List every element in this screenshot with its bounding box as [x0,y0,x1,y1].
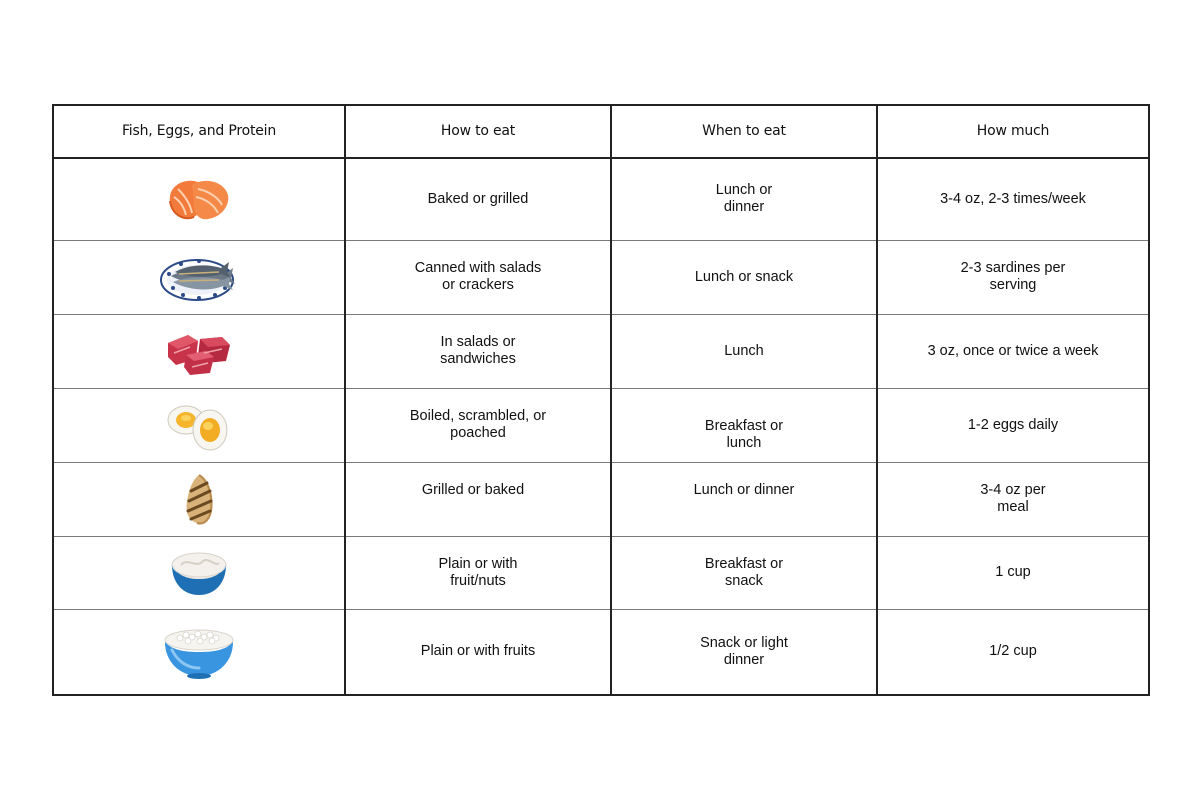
header-how-to-eat: How to eat [345,105,611,158]
sardines-plate-icon [159,250,239,304]
how-to-eat-cell [345,609,611,695]
how-much-cell [877,388,1149,462]
yogurt-bowl-icon [169,547,229,599]
how-much-cell [877,536,1149,609]
when-to-eat-text: Lunch or dinner [693,481,795,498]
when-to-eat-cell [611,314,877,388]
how-much-text: 1 cup [995,564,1031,580]
how-much-text: 2-3 sardines per serving [960,260,1066,293]
food-image-cell [53,158,345,240]
when-to-eat-cell [611,158,877,240]
table-row [53,609,1149,695]
food-image-cell [53,314,345,388]
how-to-eat-text: In salads or sandwiches [440,334,516,367]
how-much-cell [877,240,1149,314]
table-row [53,536,1149,609]
how-to-eat-text: Plain or with fruits [420,643,536,660]
cottage-cheese-bowl-icon [162,624,236,680]
how-to-eat-text: Baked or grilled [427,190,529,207]
how-much-text: 3-4 oz per meal [980,482,1046,515]
how-much-text: 1-2 eggs daily [967,416,1059,433]
header-how-much: How much [877,105,1149,158]
how-much-text: 3-4 oz, 2-3 times/week [940,190,1086,207]
how-to-eat-text: Plain or with fruit/nuts [438,555,518,589]
when-to-eat-cell [611,609,877,695]
table-row [53,462,1149,536]
table-row [53,314,1149,388]
how-to-eat-cell [345,314,611,388]
how-to-eat-text: Boiled, scrambled, or poached [409,408,547,441]
when-to-eat-cell [611,536,877,609]
header-food: Fish, Eggs, and Protein [53,105,345,158]
when-to-eat-cell [611,240,877,314]
food-image-cell [53,388,345,462]
how-to-eat-text: Canned with salads or crackers [414,260,542,293]
food-image-cell [53,609,345,695]
food-table [52,104,1150,696]
tuna-steak-icon [164,325,234,377]
boiled-egg-icon [164,398,234,452]
food-image-cell [53,240,345,314]
when-to-eat-cell [611,388,877,462]
header-when-to-eat: When to eat [611,105,877,158]
how-much-text: 3 oz, once or twice a week [927,342,1099,359]
table-row [53,240,1149,314]
when-to-eat-text: Snack or light dinner [700,634,788,668]
how-much-text: 1/2 cup [989,643,1037,660]
grilled-chicken-icon [179,471,219,527]
table-row [53,388,1149,462]
food-image-cell [53,462,345,536]
how-to-eat-cell [345,462,611,536]
how-to-eat-cell [345,388,611,462]
header-row [53,105,1149,158]
how-to-eat-cell [345,536,611,609]
how-to-eat-text: Grilled or baked [421,481,525,498]
how-to-eat-cell [345,240,611,314]
when-to-eat-text: Lunch or dinner [715,182,773,216]
how-to-eat-cell [345,158,611,240]
how-much-cell [877,158,1149,240]
when-to-eat-text: Breakfast or snack [704,555,784,589]
when-to-eat-cell [611,462,877,536]
how-much-cell [877,609,1149,695]
when-to-eat-text: Lunch [724,342,764,359]
food-image-cell [53,536,345,609]
when-to-eat-text: Breakfast or lunch [704,418,784,451]
how-much-cell [877,314,1149,388]
table-row [53,158,1149,240]
when-to-eat-text: Lunch or snack [694,268,794,285]
salmon-fillet-icon [164,171,234,227]
how-much-cell [877,462,1149,536]
